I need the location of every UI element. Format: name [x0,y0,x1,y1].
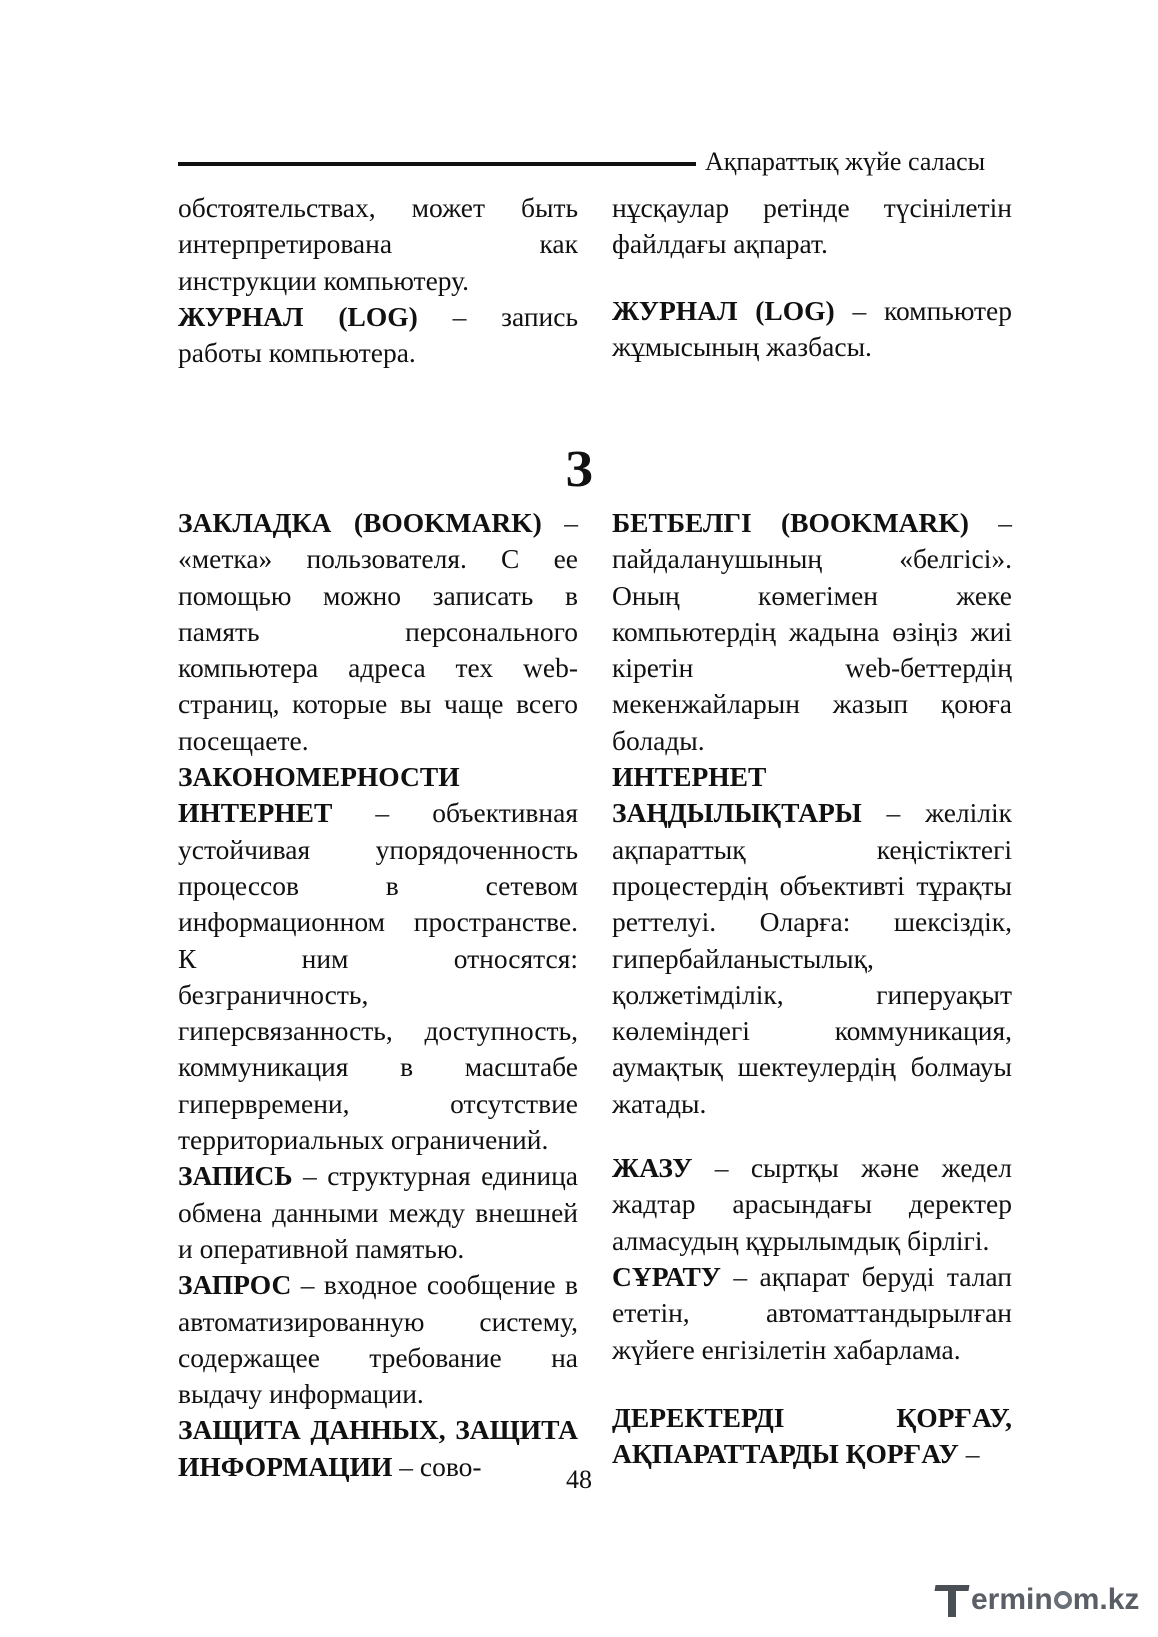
site-watermark-logo [935,1578,1145,1622]
entry-data-protection-kz [612,1400,1012,1473]
running-header: Ақпараттық жүйе саласы [705,147,986,176]
entry-text: – сово- [392,1450,482,1482]
ring-icon [1054,1591,1072,1609]
entry-bookmark-ru [178,505,578,759]
entry-query-kz [612,1259,1012,1368]
entry-text: – входное сообщение в автоматизированную систему, содержащее требование на выдачу информации. [178,1269,578,1410]
entry-bookmark-kz [612,505,1012,759]
entry-record-ru [178,1158,578,1267]
entry-text: – желілік ақпараттық кеңістіктегі процестердің объективті тұрақты реттелуі. Оларға: шексіздік, гипербайланыстылық, қолжетімділік, гиперуақыт көлеміндегі коммуникация, аумақтық шектеулердің болмауы жатады. [612,797,1012,1119]
entry-text: – запись работы компьютера. [178,300,578,369]
main-right-column [612,505,1012,1472]
spacer [612,263,1012,293]
watermark-text-before: ermin [971,1583,1053,1616]
entry-internet-laws-ru [178,759,578,1158]
entry-text: – структурная единица обмена данными между внешней и оперативной памятью. [178,1160,578,1264]
entry-term: ЗАПИСЬ [178,1160,293,1192]
entry-text: – «метка» пользователя. С ее помощью можно записать в память персонального компьютера адреса тех web-страниц, которые вы чаще всего посещаете. [178,507,578,756]
entry-text: – пайдаланушының «белгісі». Оның көмегімен жеке компьютердің жадына өзіңіз жиі кіретін web-беттердің мекенжайларын жазып қоюға болады. [612,507,1012,756]
entry-text: обстоятельствах, может быть интерпретирована как инструкции компьютеру. [178,192,578,296]
entry-text: – [958,1438,980,1470]
page-number: 48 [566,1465,592,1494]
t-logo-icon [935,1583,969,1617]
entry-term: ЗАПРОС [178,1269,292,1301]
entry-text: – объективная устойчивая упорядоченность процессов в сетевом информационном пространстве. К ним относятся: безграничность, гиперсвязанность, доступность, коммуникация в масштабе гипервремени, отсутствие территориальных ограничений. [178,797,578,1156]
entry-text: – компьютер жұмысының жазбасы. [612,294,1012,362]
entry-query-ru [178,1267,578,1412]
spacer [612,1122,1012,1150]
entry-term: ДЕРЕКТЕРДІ ҚОРҒАУ, АҚПАРАТТАРДЫ ҚОРҒАУ [612,1401,1012,1470]
entry-text: нұсқаулар ретінде түсінілетін файлдағы ақпарат. [612,192,1012,260]
entry-record-kz [612,1150,1012,1259]
entry-term: БЕТБЕЛГІ (BOOKMARK) [612,507,969,538]
entry-journal-ru [178,299,578,372]
spacer [612,1368,1012,1400]
entry-term: ЖАЗУ [612,1152,693,1184]
entry-continuation [612,190,1012,263]
header-rule [178,162,696,166]
top-left-column [178,190,578,371]
section-letter: З [565,441,593,498]
main-left-column [178,505,578,1485]
entry-continuation [178,190,578,299]
entry-term: ЖУРНАЛ (LOG) [178,300,418,332]
entry-term: ЖУРНАЛ (LOG) [612,294,835,326]
entry-text: – сыртқы және жедел жадтар арасындағы деректер алмасудың құрылымдық бірлігі. [612,1152,1012,1256]
entry-term: ЗАКЛАДКА (BOOKMARK) [178,507,542,538]
entry-internet-laws-kz [612,759,1012,1122]
entry-term: СҰРАТУ [612,1260,721,1292]
entry-journal-kz [612,293,1012,366]
entry-text: – ақпарат беруді талап ететін, автоматтандырылған жүйеге енгізілетін хабарлама. [612,1260,1012,1365]
entry-term: ИНТЕРНЕТ ЗАҢДЫЛЫҚТАРЫ [612,761,862,829]
entry-term: ЗАЩИТА ДАННЫХ, ЗАЩИТА ИНФОРМАЦИИ [178,1414,578,1482]
entry-term: ЗАКОНОМЕРНОСТИ ИНТЕРНЕТ [178,761,460,829]
top-right-column [612,190,1012,365]
watermark-text-after: m.kz [1072,1583,1140,1616]
